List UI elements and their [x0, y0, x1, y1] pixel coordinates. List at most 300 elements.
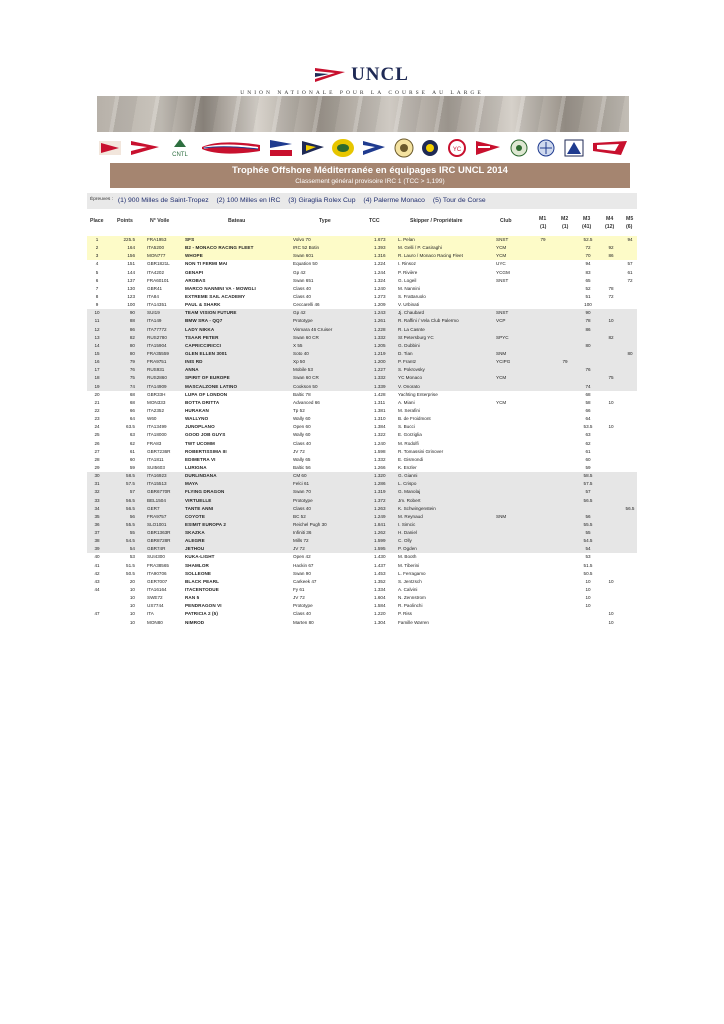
cell-boat-name: KUKA-LIGHT: [185, 554, 215, 560]
cell-place: 2: [95, 245, 99, 251]
cell-place: 12: [94, 326, 100, 332]
cell-place: 23: [94, 416, 100, 422]
cell-m3: 54.5: [583, 538, 593, 544]
cell-boat-name: RAN 5: [185, 595, 200, 601]
cell-voile: GER7: [147, 505, 160, 511]
cell-boat-name: TSAAR PETER: [185, 334, 219, 340]
cell-tcc: 1.352: [374, 578, 386, 584]
cell-m3: 64: [585, 416, 591, 422]
cell-skipper: L. Crispo: [398, 481, 417, 487]
cell-place: 28: [94, 456, 100, 462]
cell-voile: ITA15904: [147, 342, 167, 348]
cell-type: Swan 70: [293, 489, 311, 495]
table-row: [87, 602, 637, 610]
cell-skipper: M. Nannini: [398, 285, 420, 291]
cell-m3: 65: [585, 277, 591, 283]
cell-club: SNST: [496, 237, 509, 242]
cell-tcc: 1.286: [374, 481, 386, 487]
cell-type: Infiniti 36: [293, 530, 312, 536]
cell-boat-name: BLACK PEARL: [185, 578, 220, 584]
burgee-flag-icon: [315, 68, 345, 82]
cell-boat-name: LURIGNA: [185, 464, 207, 470]
cell-place: 13: [94, 334, 100, 340]
cell-tcc: 1.595: [374, 546, 386, 552]
table-row: [87, 309, 637, 317]
col-club: Club: [500, 218, 512, 224]
cell-voile: ITA14909: [147, 383, 167, 389]
cell-skipper: M. Reynaud: [398, 513, 423, 519]
cell-points: 55.5: [126, 521, 135, 527]
cell-voile: ITA90706: [147, 570, 167, 576]
cell-type: IRC 52 Botin: [293, 245, 320, 251]
cell-m3: 55: [585, 530, 591, 536]
cell-m3: 51.5: [583, 562, 593, 568]
cntl-logo-icon: [166, 138, 194, 158]
cell-points: 86: [129, 326, 135, 332]
cell-points: 51.5: [126, 562, 135, 568]
cell-skipper: M. Rodolfi: [398, 440, 419, 446]
cell-type: Hackin 67: [293, 562, 314, 568]
cell-m3: 55.5: [583, 521, 593, 527]
cell-m4: 86: [608, 253, 614, 259]
cell-type: JV 72: [293, 546, 305, 552]
cell-type: Class 40: [293, 293, 311, 299]
club-nautique-logo-icon: [268, 138, 294, 158]
cell-skipper: Yachting Enterprise: [398, 391, 438, 397]
cell-points: 156: [127, 253, 135, 259]
table-row: [87, 277, 637, 285]
cell-place: 43: [94, 578, 100, 584]
club-logo-14-icon: [535, 138, 557, 158]
cell-skipper: R. Raffini / Vela Club Palermo: [398, 318, 459, 324]
cell-skipper: P. Frantz: [398, 359, 417, 365]
cell-place: 39: [94, 546, 100, 552]
cell-skipper: G. Gianni: [398, 473, 418, 479]
event-5: (5) Tour de Corse: [432, 197, 486, 204]
cell-type: Wally 60: [293, 416, 311, 422]
cell-boat-name: DURLINDANA: [185, 473, 217, 479]
cell-m3: 52: [585, 285, 591, 291]
cell-skipper: E. Gorziglia: [398, 432, 422, 438]
cell-voile: FRA60101: [147, 277, 169, 283]
cell-points: 20: [129, 578, 135, 584]
col-m4-sub: (12): [605, 224, 615, 230]
uncl-logo: [0, 64, 724, 96]
cell-voile: GER7007: [147, 578, 168, 584]
cell-place: 27: [94, 448, 100, 454]
cell-type: Mills 72: [293, 538, 309, 544]
cell-m3: 52.5: [583, 237, 593, 242]
cell-points: 137: [127, 277, 135, 283]
cell-voile: SUI19: [147, 310, 160, 316]
cell-tcc: 1.219: [374, 350, 386, 356]
cell-m3: 10: [585, 595, 591, 601]
cell-skipper: P. Riss: [398, 611, 412, 617]
cell-m3: 76: [585, 367, 591, 373]
cell-skipper: YC Monaco: [398, 375, 423, 381]
cell-skipper: V. Onorato: [398, 383, 420, 389]
cell-boat-name: PATRICIA 2 (5): [185, 611, 218, 617]
cell-points: 144: [127, 269, 135, 275]
cell-type: Open 60: [293, 424, 311, 430]
cell-tcc: 1.332: [374, 334, 386, 340]
cell-boat-name: SFS: [185, 237, 195, 242]
cell-tcc: 1.437: [374, 562, 386, 568]
club-logo-1-icon: [97, 138, 123, 158]
col-voile: N° Voile: [150, 218, 170, 224]
cell-points: 60: [129, 456, 135, 462]
cell-type: Volvo 70: [293, 237, 311, 242]
sponsor-logos: [97, 136, 629, 160]
cell-voile: ITA16923: [147, 473, 167, 479]
cell-type: Cookson 50: [293, 383, 318, 389]
cell-boat-name: SPIRIT OF EUROPE: [185, 375, 230, 381]
cell-type: JV 72: [293, 448, 305, 454]
cell-m3: 66: [585, 407, 591, 413]
cell-m3: 90: [585, 310, 591, 316]
cell-voile: SWE72: [147, 595, 163, 601]
cell-place: 8: [95, 293, 99, 299]
cell-m4: 10: [608, 399, 614, 405]
cell-voile: GBR6770R: [147, 489, 171, 495]
cell-m3: 94: [585, 261, 591, 267]
cell-points: 80: [129, 350, 135, 356]
cell-skipper: St Petersburg YC: [398, 334, 434, 340]
cell-club: SPYC: [496, 334, 509, 340]
cell-voile: GBR8728R: [147, 538, 171, 544]
cell-m3: 56.5: [583, 497, 593, 503]
cell-club: SNST: [496, 277, 509, 283]
table-row: [87, 415, 637, 423]
cell-m4: 10: [608, 578, 614, 584]
cell-type: Tp 52: [293, 407, 305, 413]
cell-m5: 72: [627, 277, 633, 283]
cell-skipper: M. Gelli / P. Casiraghi: [398, 245, 442, 251]
cell-boat-name: GOOD JOB GUYS: [185, 432, 226, 438]
cell-skipper: G. Dubbini: [398, 342, 420, 348]
cell-type: Fy 61: [293, 587, 305, 593]
cell-type: Class 40: [293, 611, 311, 617]
cell-skipper: R. Paolinchi: [398, 603, 423, 609]
table-row: [87, 497, 637, 505]
table-row: [87, 448, 637, 456]
cell-club: VCP: [496, 318, 506, 324]
club-logo-11-icon: [446, 138, 468, 158]
cell-boat-name: ITACENTODUE: [185, 587, 219, 593]
col-m2: M2: [561, 216, 569, 222]
cell-place: 5: [95, 269, 99, 275]
cell-m4: 10: [608, 424, 614, 430]
cell-voile: GBR7236R: [147, 448, 171, 454]
cell-voile: SUI5603: [147, 464, 165, 470]
cell-boat-name: PENDRAGON VI: [185, 603, 222, 609]
cell-place: 36: [94, 521, 100, 527]
table-row: [87, 570, 637, 578]
cell-type: Soto 40: [293, 350, 309, 356]
cell-boat-name: EXTREME SAIL ACADEMY: [185, 293, 246, 299]
cell-skipper: R. La Casnte: [398, 326, 425, 332]
club-logo-10-icon: [420, 138, 440, 158]
cell-tcc: 1.266: [374, 464, 386, 470]
cell-voile: ITA1811: [147, 456, 164, 462]
cell-points: 68: [129, 391, 135, 397]
col-m3: M3: [583, 216, 591, 222]
cell-boat-name: B2 - MONACO RACING FLEET: [185, 245, 254, 251]
cell-tcc: 1.381: [374, 407, 386, 413]
cell-points: 74: [129, 383, 135, 389]
cell-tcc: 1.332: [374, 375, 386, 381]
cell-type: Prototype: [293, 603, 313, 609]
club-logo-13-icon: [508, 138, 530, 158]
cell-tcc: 1.227: [374, 367, 386, 373]
cell-m5: 56.5: [625, 505, 635, 511]
cell-type: CM 60: [293, 473, 307, 479]
cell-points: 62: [129, 440, 135, 446]
cell-voile: GBR41: [147, 285, 163, 291]
table-row: [87, 285, 637, 293]
table-row: [87, 578, 637, 586]
table-row: [87, 423, 637, 431]
cell-m3: 83: [585, 269, 591, 275]
logo-text: UNCL: [351, 64, 409, 85]
cell-place: 14: [94, 342, 100, 348]
table-row: [87, 326, 637, 334]
table-row: [87, 440, 637, 448]
club-logo-4-icon: [200, 138, 262, 158]
cell-skipper: L. Pelan: [398, 237, 415, 242]
cell-place: 32: [94, 489, 100, 495]
cell-tcc: 1.209: [374, 302, 386, 308]
col-m3-sub: (41): [582, 224, 592, 230]
table-row: [87, 472, 637, 480]
cell-tcc: 1.244: [374, 269, 386, 275]
cell-boat-name: BOTTA DRITTA: [185, 399, 220, 405]
cell-tcc: 1.273: [374, 293, 386, 299]
cell-m5: 57: [627, 261, 633, 267]
cell-skipper: B. de Froidmont: [398, 416, 431, 422]
cell-skipper: L. Ferragamo: [398, 570, 426, 576]
cell-type: Marten 80: [293, 619, 314, 625]
col-tcc: TCC: [369, 218, 380, 224]
cell-m4: 72: [608, 293, 614, 299]
cell-voile: ITA18000: [147, 432, 167, 438]
cell-points: 64: [129, 416, 135, 422]
cell-type: Gp 42: [293, 310, 306, 316]
club-logo-12-icon: [474, 138, 502, 158]
cell-place: 4: [95, 261, 99, 267]
cell-club: SNM: [496, 350, 507, 356]
cell-points: 50.5: [126, 570, 135, 576]
table-row: [87, 269, 637, 277]
col-type: Type: [319, 218, 331, 224]
svg-text:YC: YC: [453, 147, 462, 153]
cell-voile: FRA38565: [147, 562, 169, 568]
cell-points: 10: [129, 587, 135, 593]
cell-tcc: 1.228: [374, 326, 386, 332]
cell-place: 37: [94, 530, 100, 536]
table-row: [87, 521, 637, 529]
table-row: [87, 545, 637, 553]
cell-tcc: 1.393: [374, 245, 386, 251]
cell-points: 10: [129, 619, 135, 625]
cell-voile: SLO1001: [147, 521, 167, 527]
cell-skipper: P. Rivière: [398, 269, 418, 275]
cell-voile: FRA1953: [147, 237, 167, 242]
cell-place: 33: [94, 497, 100, 503]
cell-type: Swan 60 CR: [293, 375, 319, 381]
col-m2-sub: (1): [562, 224, 569, 230]
cell-place: 1: [95, 237, 99, 242]
cell-m3: 54: [585, 546, 591, 552]
events-label: Épreuves :: [90, 197, 113, 202]
cell-m3: 57: [585, 489, 591, 495]
cell-tcc: 1.304: [374, 619, 386, 625]
cell-place: 17: [94, 367, 100, 373]
page-subtitle: Classement général provisoire IRC 1 (TCC > 1,199): [295, 178, 445, 185]
col-points: Points: [117, 218, 133, 224]
cell-m3: 100: [584, 302, 592, 308]
cell-boat-name: PAUL & SHARK: [185, 302, 221, 308]
cell-skipper: R. Lauro / Monaco Racing Fleet: [398, 253, 463, 259]
cell-points: 82: [129, 334, 135, 340]
cell-boat-name: NIMROD: [185, 619, 205, 625]
cell-boat-name: VIRTUELLE: [185, 497, 212, 503]
cell-place: 6: [95, 277, 99, 283]
cell-tcc: 1.205: [374, 342, 386, 348]
cell-m3: 58.5: [583, 473, 593, 479]
club-logo-6-icon: [300, 138, 326, 158]
table-row: [87, 358, 637, 366]
club-logo-9-icon: [393, 138, 415, 158]
cell-tcc: 1.243: [374, 310, 386, 316]
table-row: [87, 480, 637, 488]
cell-type: Swan 60 CR: [293, 334, 319, 340]
cell-skipper: K. Schwingenstein: [398, 505, 436, 511]
cell-type: Class 40: [293, 440, 311, 446]
club-logo-16-icon: [591, 138, 629, 158]
cell-type: Prototype: [293, 497, 313, 503]
cell-tcc: 1.339: [374, 383, 386, 389]
cell-m5: 61: [627, 269, 633, 275]
cell-voile: MON80: [147, 619, 163, 625]
cell-skipper: H. Daniel: [398, 530, 417, 536]
cell-boat-name: SOLLEONE: [185, 570, 212, 576]
cell-boat-name: JETHOU: [185, 546, 205, 552]
cell-points: 68: [129, 399, 135, 405]
cell-points: 10: [129, 611, 135, 617]
cell-voile: ITA: [147, 611, 154, 617]
cell-m4: 10: [608, 619, 614, 625]
cell-tcc: 1.324: [374, 277, 386, 283]
cell-tcc: 1.372: [374, 497, 386, 503]
cell-points: 88: [129, 318, 135, 324]
cell-points: 56: [129, 513, 135, 519]
cell-type: Vismara 46 Cruiser: [293, 326, 333, 332]
table-row: [87, 505, 637, 513]
cell-skipper: E. Gismondi: [398, 456, 424, 462]
cell-type: Mobile 53: [293, 367, 313, 373]
cell-tcc: 1.319: [374, 489, 386, 495]
cell-type: Advanced 66: [293, 399, 320, 405]
cell-voile: RUS2860: [147, 375, 167, 381]
cell-place: 7: [95, 285, 99, 291]
cell-m3: 53.5: [583, 424, 593, 430]
cell-tcc: 1.316: [374, 253, 386, 259]
cell-boat-name: NON TI FERMI MAI: [185, 261, 228, 267]
cell-m3: 10: [585, 578, 591, 584]
cell-type: Swan 90: [293, 570, 311, 576]
cell-m5: 94: [627, 237, 633, 242]
cell-place: 35: [94, 513, 100, 519]
table-header: [87, 216, 637, 234]
cell-points: 10: [129, 603, 135, 609]
cell-skipper: M. Booth: [398, 554, 417, 560]
cell-tcc: 1.200: [374, 359, 386, 365]
cell-voile: ITA14351: [147, 302, 167, 308]
cell-type: Wally 60: [293, 432, 311, 438]
table-row: [87, 537, 637, 545]
cell-voile: GBR1821L: [147, 261, 170, 267]
cell-place: 9: [95, 302, 99, 308]
cell-club: SNST: [496, 310, 509, 316]
cell-type: Equation 50: [293, 261, 318, 267]
cell-place: 20: [94, 391, 100, 397]
cell-skipper: S. Pokrovsky: [398, 367, 425, 373]
event-4: (4) Palerme Monaco: [363, 197, 425, 204]
cell-skipper: M. Tiberini: [398, 562, 420, 568]
cell-boat-name: MARCO NANNINI VA - MOWGLI: [185, 285, 256, 291]
cell-boat-name: COYOTE: [185, 513, 205, 519]
cell-tcc: 1.224: [374, 261, 386, 267]
cell-boat-name: WALLYNO: [185, 416, 209, 422]
cell-skipper: S. Bucci: [398, 424, 415, 430]
logo-subtitle: UNION NATIONALE POUR LA COURSE AU LARGE: [240, 90, 484, 96]
cell-voile: ITA5200: [147, 245, 165, 251]
cell-boat-name: ESIMIT EUROPA 2: [185, 521, 227, 527]
cell-m4: 82: [608, 334, 614, 340]
table-row: [87, 244, 637, 252]
table-row: [87, 252, 637, 260]
cell-points: 75: [129, 375, 135, 381]
cell-boat-name: MASCALZONE LATINO: [185, 383, 238, 389]
cell-boat-name: TWT UCOMM: [185, 440, 215, 446]
cell-club: UYC: [496, 261, 506, 267]
cell-voile: ITA2352: [147, 407, 165, 413]
club-logo-2-icon: [129, 138, 161, 158]
cell-tcc: 1.263: [374, 505, 386, 511]
cell-voile: GBR74R: [147, 546, 166, 552]
cell-points: 61: [129, 448, 135, 454]
cell-type: Carkeek 47: [293, 578, 317, 584]
col-m1-sub: (1): [540, 224, 547, 230]
cell-place: 25: [94, 432, 100, 438]
cell-boat-name: BMW SRA - QQ7: [185, 318, 223, 324]
cell-m3: 80: [585, 342, 591, 348]
cell-points: 58.5: [126, 473, 135, 479]
cell-skipper: I. Simcic: [398, 521, 416, 527]
cell-skipper: N. Zennstrom: [398, 595, 426, 601]
cell-voile: ITA13499: [147, 424, 167, 430]
col-m4: M4: [606, 216, 614, 222]
cell-type: Baltic 78: [293, 391, 311, 397]
cell-boat-name: ALEGRE: [185, 538, 205, 544]
cell-points: 123: [127, 293, 135, 299]
table-row: [87, 391, 637, 399]
cell-tcc: 1.322: [374, 432, 386, 438]
cell-type: Ceccarelli 46: [293, 302, 320, 308]
results-table: [87, 236, 637, 627]
cell-m3: 74: [585, 383, 591, 389]
